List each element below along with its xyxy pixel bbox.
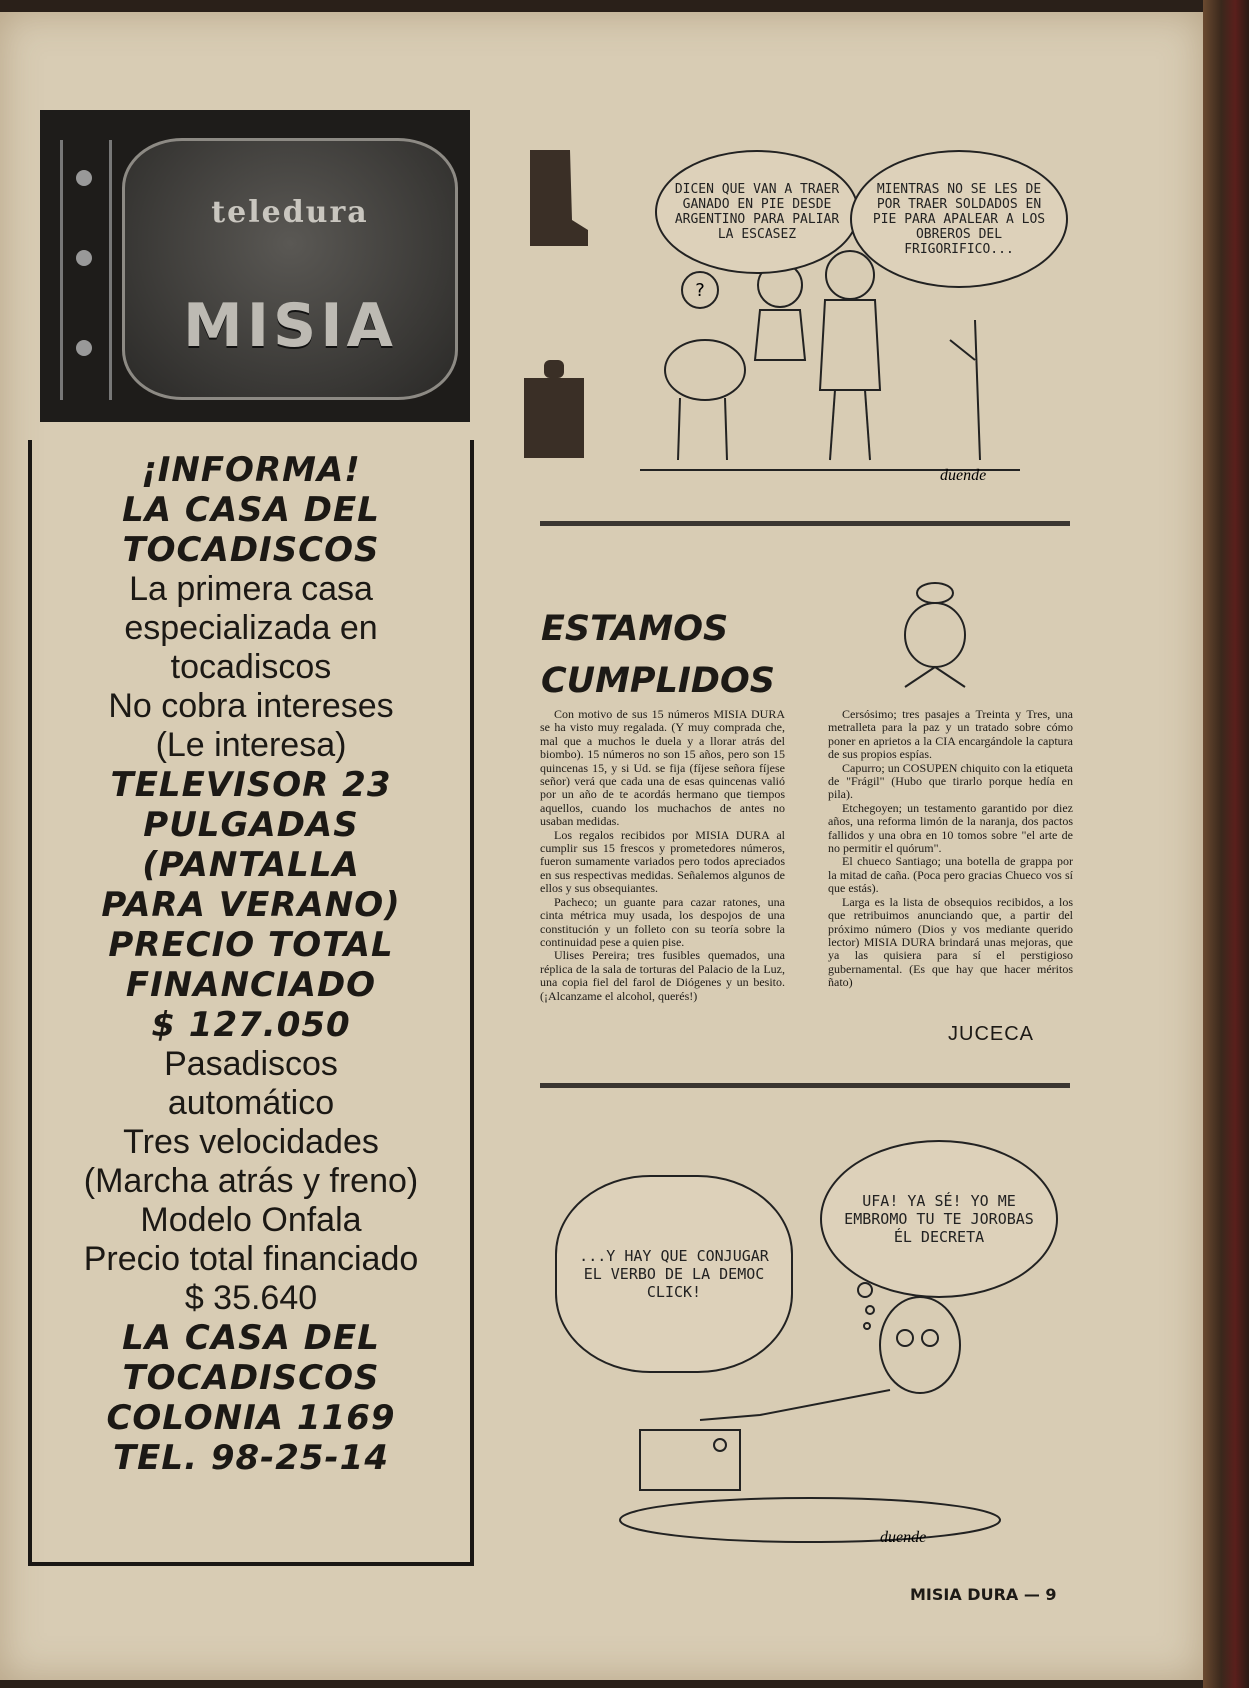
bun-icon <box>917 583 953 603</box>
bottom-bubble-left: ...Y HAY QUE CONJUGAR EL VERBO DE LA DEMOC CLICK! <box>555 1175 793 1373</box>
cow-question-mark: ? <box>695 280 705 301</box>
radio-icon <box>640 1430 740 1490</box>
record-shop-advert <box>28 440 474 1566</box>
ad-line: Tres velocidades <box>123 1123 379 1161</box>
tv-knob-icon <box>76 340 92 356</box>
article-illustration-face <box>880 575 1010 695</box>
tv-control-panel <box>60 140 112 400</box>
article-column-left <box>540 708 785 1003</box>
ad-line: No cobra intereses <box>108 687 394 725</box>
man-head-icon <box>880 1297 960 1393</box>
ad-line: LA CASA DEL <box>122 1318 380 1358</box>
collar-icon <box>905 667 965 687</box>
boot-icon <box>530 150 588 246</box>
ad-line: LA CASA DEL <box>122 490 380 530</box>
section-divider <box>540 521 1070 526</box>
ad-line: Precio total financiado <box>83 1240 419 1278</box>
ad-line: (Le interesa) <box>155 726 347 764</box>
bottom-cartoon-signature: duende <box>880 1529 927 1546</box>
ad-line: ¡INFORMA! <box>141 450 361 490</box>
tv-knob-icon <box>76 170 92 186</box>
ad-line: Modelo Onfala <box>140 1201 362 1239</box>
tv-title: MISIA <box>182 291 397 361</box>
bottom-bubble-right: UFA! YA SÉ! YO ME EMBROMO TU TE JOROBAS ÉL DECRETA <box>820 1140 1058 1298</box>
article-author: JUCECA <box>948 1023 1035 1045</box>
face-icon <box>905 603 965 667</box>
ad-line: $ 35.640 <box>184 1279 318 1317</box>
ad-line: especializada en <box>124 609 378 647</box>
article-column-right <box>828 708 1073 990</box>
ad-line: PARA VERANO) <box>101 885 401 925</box>
ad-line: (Marcha atrás y freno) <box>83 1162 419 1200</box>
ad-line: TOCADISCOS <box>122 530 380 570</box>
weight-icon <box>524 360 584 458</box>
ad-line: Pasadiscos <box>164 1045 338 1083</box>
thought-dots-icon <box>858 1283 874 1329</box>
ad-line: La primera casa <box>129 570 373 608</box>
section-divider <box>540 1083 1070 1088</box>
article-paragraph: Cersósimo; tres pasajes a Treinta y Tres, una metralleta para la paz y un tratado sobre cómo poner en aprietos a la CIA encargándole la captura de sus propios espías. <box>828 707 1073 762</box>
article-paragraph: Los regalos recibidos por MISIA DURA al cumplir sus 15 frescos y prometedores números, fueron sumamente variados pero todos apreciados en sus respectivas medidas. Señalemos algunos de ellos y sus obsequiantes. <box>540 827 785 896</box>
article-paragraph: El chueco Santiago; una botella de grappa por la mitad de caña. (Poca pero gracias Chueco vos sí que estás). <box>828 854 1073 896</box>
ad-line: FINANCIADO <box>125 965 377 1005</box>
tv-screen <box>122 138 458 400</box>
man-standing-icon <box>820 251 880 460</box>
man-sitting-icon <box>755 263 805 360</box>
ad-line: automático <box>167 1084 335 1122</box>
tv-knob-icon <box>76 250 92 266</box>
desk-icon <box>620 1498 1000 1542</box>
article-paragraph: Con motivo de sus 15 números MISIA DURA se ha visto muy regalada. (Y muy comprada che, mal que a muchos le duela y a llorar atrás del biombo). 15 números no son 15 años, pero son 15 quincenas 15, y si Ud. se fija (fíjese señora fíjese señor) verá que cada una de esas quincenas valió por un año de te acordás hermano que tiempos aquellos, cuando los muchachos de antes no usaban medidas. <box>540 707 785 829</box>
ad-line: (PANTALLA <box>142 845 360 885</box>
article-paragraph: Larga es la lista de obsequios recibidos, a los que retribuimos anunciando que, a partir del próximo número (Dios y vos mediante querido lector) MISIA DURA brindará unas mejoras, que ya las quisiera para sí el perstigioso gubernamental. (Es que hay que hacer méritos ñato) <box>828 894 1073 990</box>
page-footer: MISIA DURA — 9 <box>910 1585 1057 1604</box>
top-cartoon-signature: duende <box>940 467 987 484</box>
ad-line: tocadiscos <box>170 648 332 686</box>
tv-brand: teledura <box>211 195 369 230</box>
cow-icon <box>665 340 745 460</box>
article-headline: ESTAMOS CUMPLIDOS <box>541 609 775 701</box>
tree-icon <box>950 320 980 460</box>
ad-line: PRECIO TOTAL <box>108 925 394 965</box>
ad-line: $ 127.050 <box>151 1005 351 1045</box>
ad-line: TELEVISOR 23 <box>110 765 392 805</box>
ad-line: PULGADAS <box>143 805 359 845</box>
bottom-cartoon <box>610 1280 1050 1550</box>
top-bubble-left: DICEN QUE VAN A TRAER GANADO EN PIE DESDE ARGENTINO PARA PALIAR LA ESCASEZ <box>655 150 859 274</box>
article-paragraph: Ulises Pereira; tres fusibles quemados, una réplica de la sala de torturas del Palacio de la Luz, una copia fiel del farol de Diógenes y un besito. (¡Alcanzame el alcohol, querés!) <box>540 948 785 1003</box>
tv-advert <box>40 110 470 422</box>
ad-line: TEL. 98-25-14 <box>112 1438 389 1478</box>
top-bubble-right: MIENTRAS NO SE LES DE POR TRAER SOLDADOS EN PIE PARA APALEAR A LOS OBREROS DEL FRIGORIFICO... <box>850 150 1068 288</box>
binding-spine <box>1203 0 1249 1688</box>
ad-line: TOCADISCOS <box>122 1358 380 1398</box>
arm-icon <box>700 1390 890 1420</box>
article-paragraph: Pacheco; un guante para cazar ratones, una cinta métrica muy usada, los despojos de una constitución y un folleto con su teoría sobre la continuidad pese a quien pise. <box>540 894 785 949</box>
article-paragraph: Capurro; un COSUPEN chiquito con la etiqueta de "Frágil" (Hubo que tirarlo porque hedía en pila). <box>828 760 1073 802</box>
ad-line: COLONIA 1169 <box>106 1398 396 1438</box>
article-paragraph: Etchegoyen; un testamento garantido por diez años, una reforma limón de la naranja, dos pactos fallidos y una obra en 10 tomos sobre "el arte de no permitir el quórum". <box>828 800 1073 856</box>
